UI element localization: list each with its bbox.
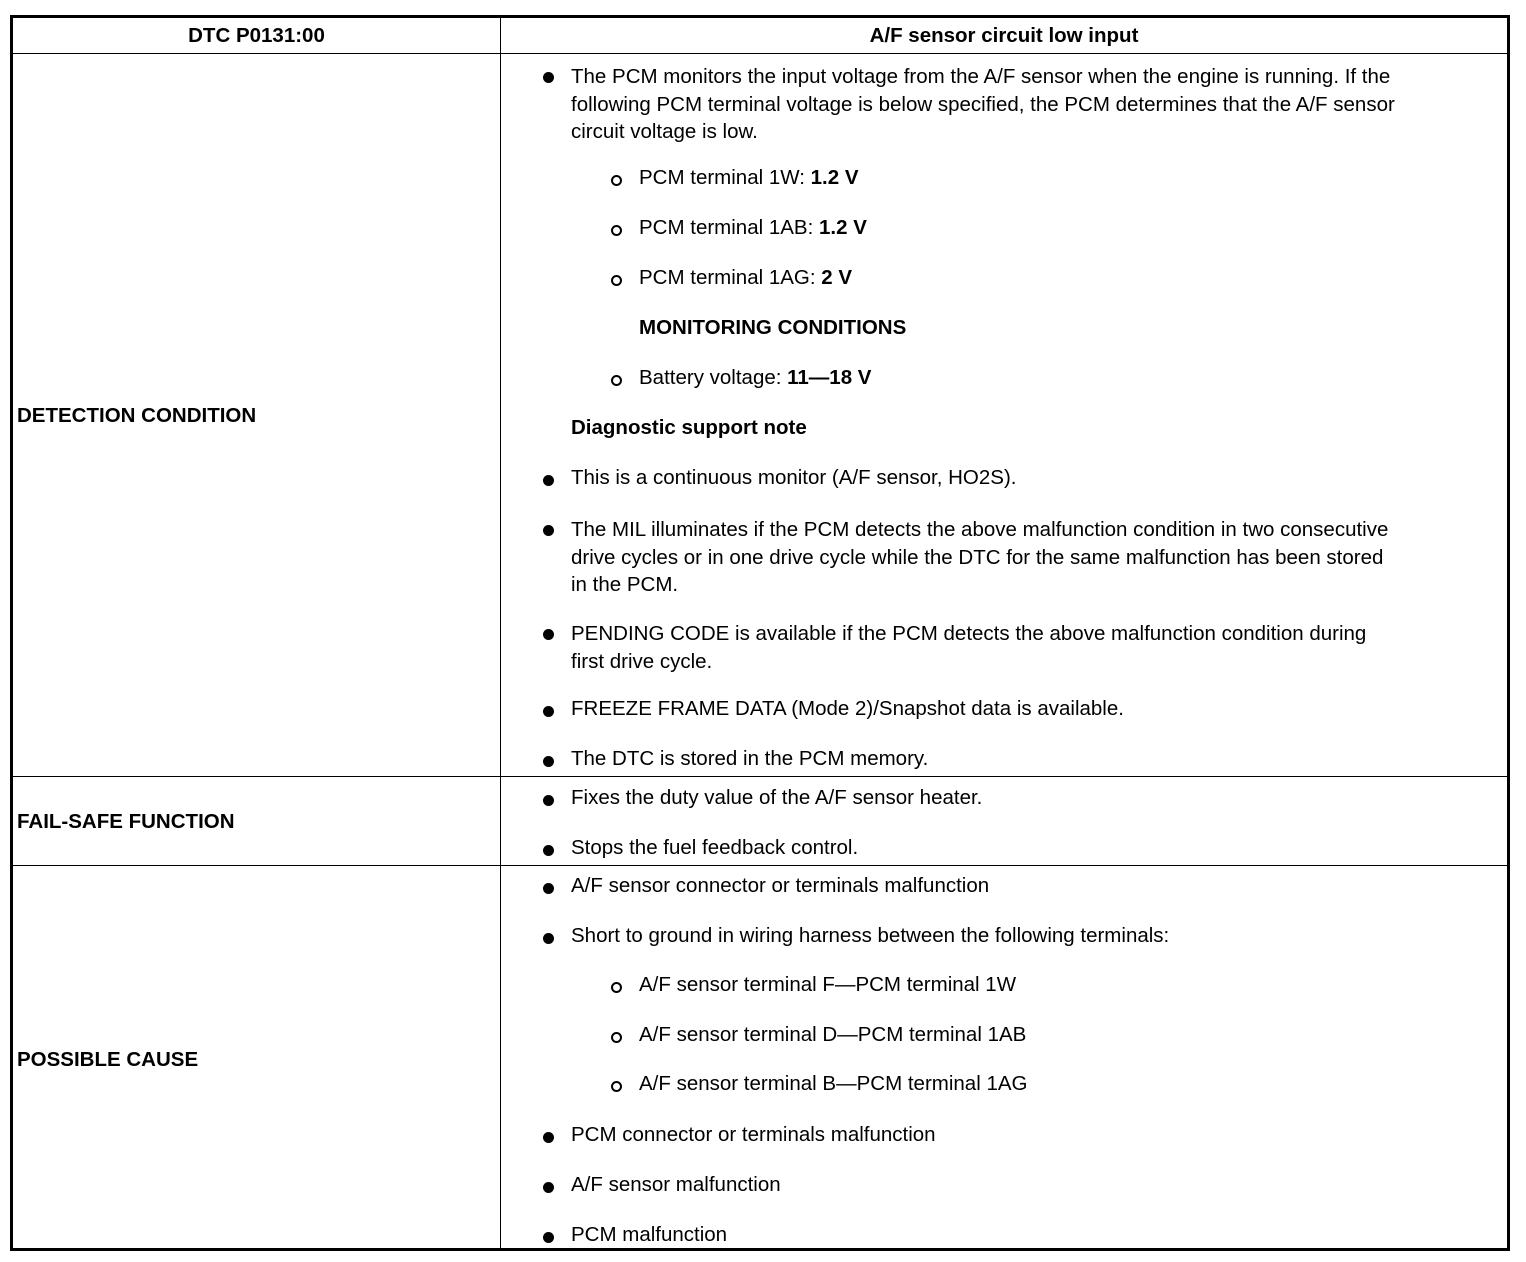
support-note: The DTC is stored in the PCM memory.	[571, 747, 929, 770]
dtc-table	[10, 15, 1510, 1251]
bullet-icon	[543, 883, 554, 894]
support-note	[571, 620, 1366, 675]
bullet-icon	[543, 795, 554, 806]
bullet-icon	[543, 72, 554, 83]
circle-bullet-icon	[611, 982, 622, 993]
header-dtc-code: DTC P0131:00	[188, 24, 325, 47]
bullet-icon	[543, 525, 554, 536]
bullet-icon	[543, 756, 554, 767]
terminal-1ab-item	[639, 216, 867, 240]
circle-bullet-icon	[611, 375, 622, 386]
bullet-icon	[543, 1182, 554, 1193]
circle-bullet-icon	[611, 175, 622, 186]
bullet-icon	[543, 706, 554, 717]
monitoring-conditions-heading: MONITORING CONDITIONS	[639, 316, 907, 339]
cause-item: A/F sensor connector or terminals malfunction	[571, 874, 990, 897]
terminal-1w-item	[639, 166, 859, 190]
text-line: following PCM terminal voltage is below specified, the PCM determines that the A/F sensor	[571, 92, 1395, 116]
circle-bullet-icon	[611, 1081, 622, 1092]
bullet-icon	[543, 933, 554, 944]
text-line: The PCM monitors the input voltage from the A/F sensor when the engine is running. If the	[571, 65, 1391, 88]
header-divider	[13, 53, 1507, 54]
battery-value: 11—18 V	[787, 366, 872, 389]
bullet-icon	[543, 845, 554, 856]
cause-sub-item: A/F sensor terminal D—PCM terminal 1AB	[639, 1023, 1027, 1046]
text-line: in the PCM.	[571, 573, 679, 596]
text-line: circuit voltage is low.	[571, 120, 758, 143]
battery-voltage-item	[639, 366, 871, 390]
support-note: FREEZE FRAME DATA (Mode 2)/Snapshot data is available.	[571, 697, 1124, 720]
detection-intro	[571, 63, 1395, 146]
fail-safe-item: Stops the fuel feedback control.	[571, 836, 859, 859]
header-dtc-title: A/F sensor circuit low input	[869, 24, 1139, 47]
terminal-1ag-item	[639, 266, 852, 290]
cause-item: PCM malfunction	[571, 1223, 728, 1246]
battery-label: Battery voltage:	[639, 366, 788, 389]
bullet-icon	[543, 1132, 554, 1143]
bullet-icon	[543, 1232, 554, 1243]
terminal-value: 1.2 V	[819, 216, 867, 239]
row-divider	[13, 776, 1507, 777]
bullet-icon	[543, 629, 554, 640]
terminal-label: PCM terminal 1W:	[639, 166, 811, 189]
cause-item: Short to ground in wiring harness between the following terminals:	[571, 924, 1170, 947]
support-note: This is a continuous monitor (A/F sensor, HO2S).	[571, 466, 1017, 489]
column-divider	[500, 18, 501, 1248]
text-line: drive cycles or in one drive cycle while the DTC for the same malfunction has been stored	[571, 545, 1384, 569]
terminal-value: 2 V	[821, 266, 853, 289]
cause-sub-item: A/F sensor terminal F—PCM terminal 1W	[639, 973, 1017, 996]
row-divider	[13, 865, 1507, 866]
terminal-label: PCM terminal 1AG:	[639, 266, 822, 289]
possible-cause-label: POSSIBLE CAUSE	[17, 1048, 199, 1071]
detection-condition-label: DETECTION CONDITION	[17, 404, 257, 427]
diagnostic-support-heading: Diagnostic support note	[571, 416, 807, 439]
fail-safe-item: Fixes the duty value of the A/F sensor heater.	[571, 786, 983, 809]
circle-bullet-icon	[611, 225, 622, 236]
support-note	[571, 516, 1388, 599]
terminal-value: 1.2 V	[810, 166, 859, 189]
text-line: first drive cycle.	[571, 649, 713, 673]
cause-item: PCM connector or terminals malfunction	[571, 1123, 936, 1146]
fail-safe-label: FAIL-SAFE FUNCTION	[17, 810, 235, 833]
text-line: The MIL illuminates if the PCM detects the above malfunction condition in two consecutive	[571, 518, 1389, 541]
circle-bullet-icon	[611, 1032, 622, 1043]
text-line: PENDING CODE is available if the PCM detects the above malfunction condition during	[571, 622, 1367, 645]
bullet-icon	[543, 475, 554, 486]
terminal-label: PCM terminal 1AB:	[639, 216, 819, 239]
circle-bullet-icon	[611, 275, 622, 286]
cause-sub-item: A/F sensor terminal B—PCM terminal 1AG	[639, 1072, 1028, 1095]
cause-item: A/F sensor malfunction	[571, 1173, 781, 1196]
